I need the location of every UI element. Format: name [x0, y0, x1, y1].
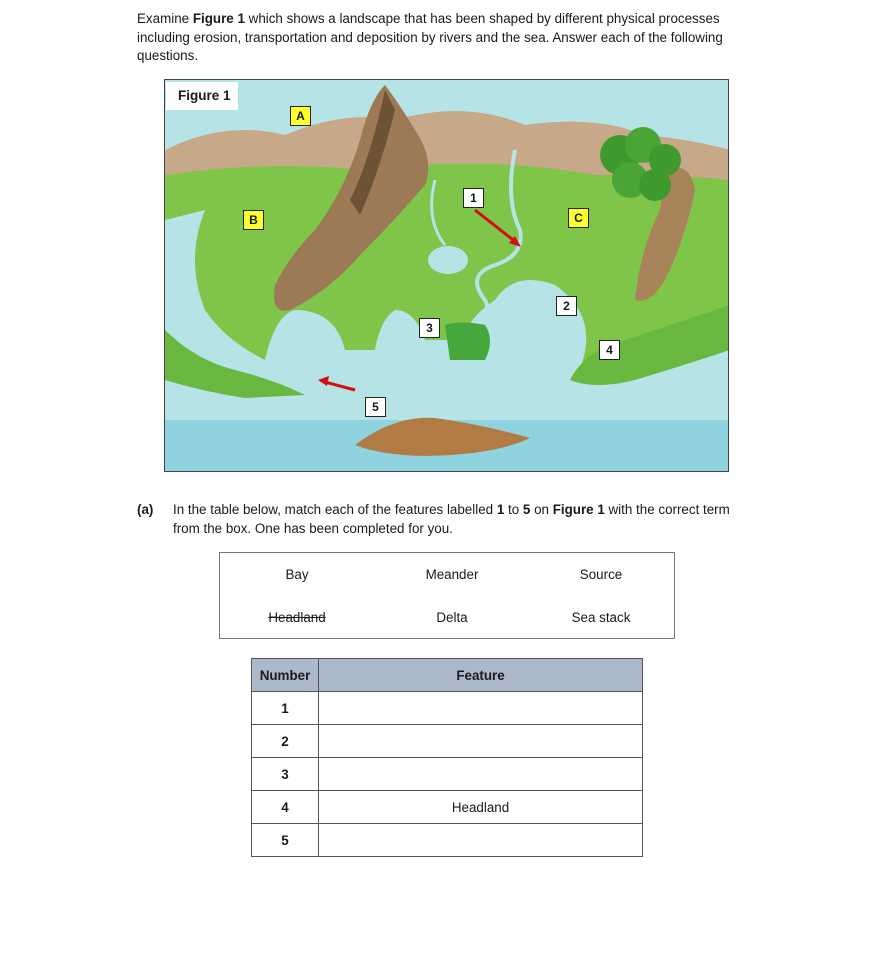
intro-text-2: which shows a landscape that has been shaped by different physical processes including erosion, transportation and deposition by rivers and the sea. Answer each of the following questions. — [137, 11, 723, 63]
row-feature-input[interactable] — [319, 824, 643, 857]
table-row — [252, 791, 643, 824]
row-feature-input[interactable] — [319, 758, 643, 791]
term-delta: Delta — [436, 610, 468, 625]
intro-figure-ref: Figure 1 — [192, 11, 245, 26]
table-row — [252, 692, 643, 725]
header-number: Number — [252, 659, 319, 692]
landscape-figure — [164, 79, 729, 472]
intro-paragraph — [137, 10, 757, 66]
term-headland: Headland — [268, 610, 326, 625]
label-b: B — [243, 210, 264, 230]
question-a — [137, 500, 757, 538]
row-number: 4 — [252, 791, 319, 824]
landscape-illustration — [165, 80, 729, 472]
label-c: C — [568, 208, 589, 228]
term-box — [219, 552, 675, 639]
figure-caption: Figure 1 — [166, 82, 238, 110]
label-2: 2 — [556, 296, 577, 316]
label-5: 5 — [365, 397, 386, 417]
table-row — [252, 758, 643, 791]
table-row — [252, 824, 643, 857]
term-meander: Meander — [425, 567, 479, 582]
label-4: 4 — [599, 340, 620, 360]
intro-text-1: Examine — [137, 11, 193, 26]
header-feature: Feature — [319, 659, 643, 692]
row-feature-filled: Headland — [319, 791, 643, 824]
answer-table — [251, 658, 643, 857]
row-number: 2 — [252, 725, 319, 758]
row-feature-input[interactable] — [319, 725, 643, 758]
question-number: (a) — [137, 502, 154, 517]
table-row — [252, 725, 643, 758]
term-sea-stack: Sea stack — [571, 610, 631, 625]
term-source: Source — [579, 567, 623, 582]
row-feature-input[interactable] — [319, 692, 643, 725]
label-1: 1 — [463, 188, 484, 208]
row-number: 1 — [252, 692, 319, 725]
label-3: 3 — [419, 318, 440, 338]
table-header-row — [252, 659, 643, 692]
row-number: 3 — [252, 758, 319, 791]
question-text: In the table below, match each of the features labelled 1 to 5 on Figure 1 with the correct term from the box. One has been completed for you. — [173, 502, 730, 536]
label-a: A — [290, 106, 311, 126]
term-bay: Bay — [285, 567, 309, 582]
row-number: 5 — [252, 824, 319, 857]
